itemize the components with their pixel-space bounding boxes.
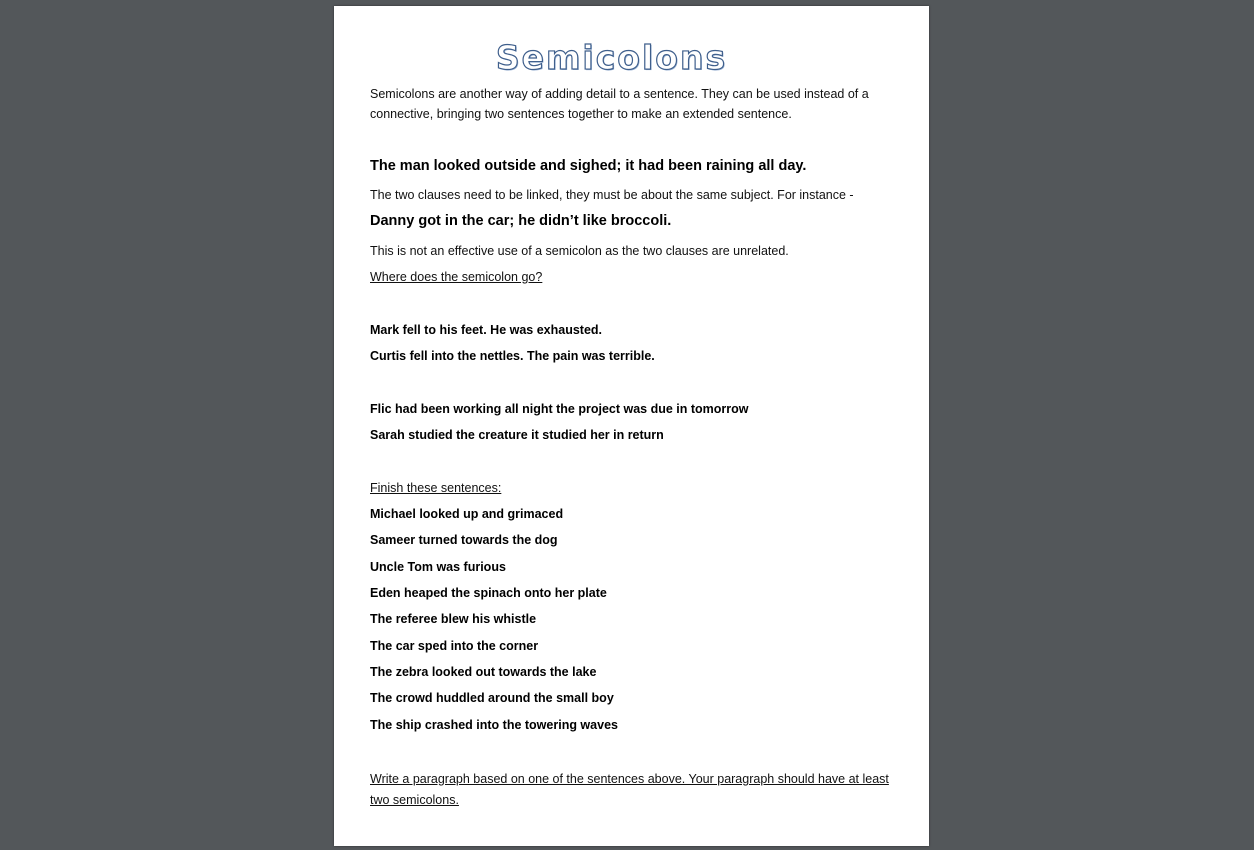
exercise-sentence: Mark fell to his feet. He was exhausted. <box>370 323 603 337</box>
closing-task: Write a paragraph based on one of the sentences above. Your paragraph should have at least two semicolons. <box>370 772 889 807</box>
finish-sentence: The crowd huddled around the small boy <box>370 691 614 705</box>
finish-sentence: Sameer turned towards the dog <box>370 533 558 547</box>
finish-sentence: Eden heaped the spinach onto her plate <box>370 586 607 600</box>
example-sentence-1: The man looked outside and sighed; it had been raining all day. <box>370 158 807 174</box>
finish-sentence: Uncle Tom was furious <box>370 560 506 574</box>
page-title: Semicolons <box>495 38 728 77</box>
finish-heading: Finish these sentences: <box>370 481 502 495</box>
finish-sentence: The ship crashed into the towering waves <box>370 718 618 732</box>
question-heading: Where does the semicolon go? <box>370 270 543 284</box>
example-sentence-2: Danny got in the car; he didn’t like broccoli. <box>370 213 672 229</box>
document-page <box>334 6 929 846</box>
explanation-1: The two clauses need to be linked, they must be about the same subject. For instance - <box>370 188 854 202</box>
finish-sentence: The referee blew his whistle <box>370 612 537 626</box>
exercise-sentence: Flic had been working all night the project was due in tomorrow <box>370 402 749 416</box>
explanation-2: This is not an effective use of a semicolon as the two clauses are unrelated. <box>370 244 789 258</box>
finish-sentence: Michael looked up and grimaced <box>370 507 564 521</box>
exercise-sentence: Curtis fell into the nettles. The pain was terrible. <box>370 349 655 363</box>
exercise-sentence: Sarah studied the creature it studied her in return <box>370 428 664 442</box>
finish-sentence: The zebra looked out towards the lake <box>370 665 597 679</box>
finish-sentence: The car sped into the corner <box>370 639 539 653</box>
intro-paragraph: Semicolons are another way of adding detail to a sentence. They can be used instead of a connective, bringing two sentences together to make an extended sentence. <box>370 87 869 121</box>
